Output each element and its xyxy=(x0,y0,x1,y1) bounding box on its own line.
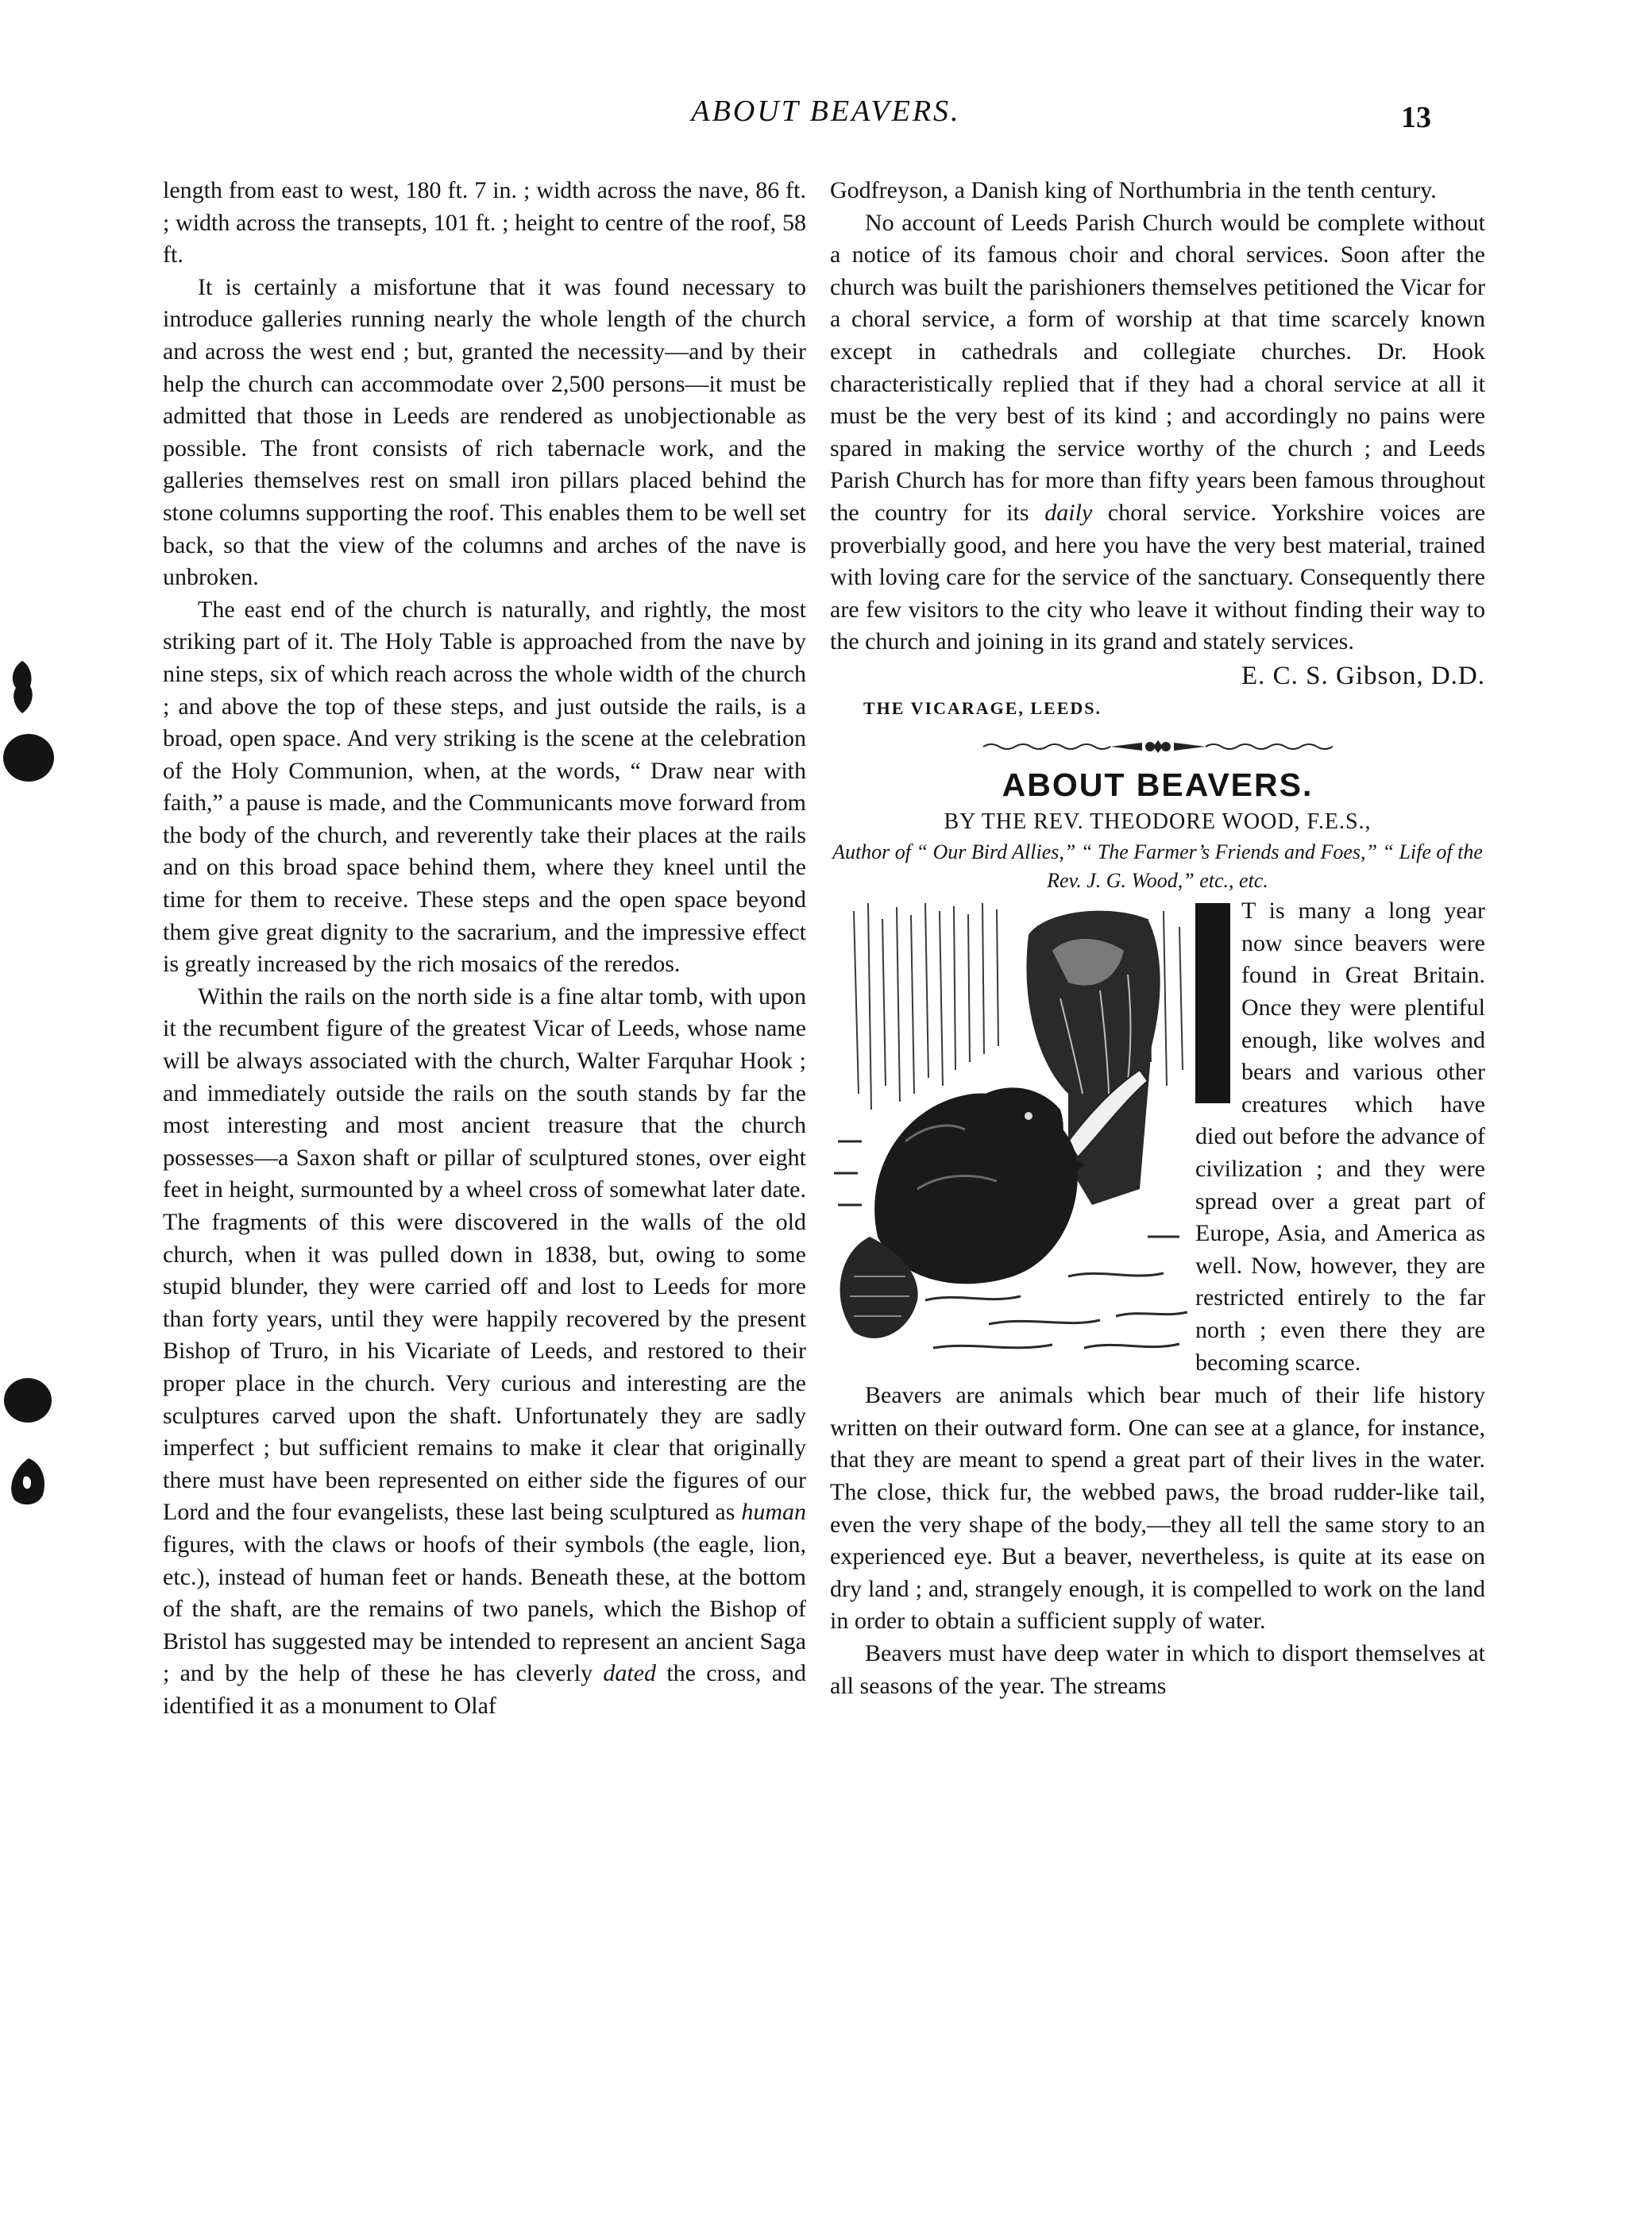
paragraph-outward-form: Beavers are animals which bear much of their life history written on their outward form. One can see at a glance, for instance, that they are meant to spend a great part of their lives in the water. The close, thick fur, the webbed paws, the broad rudder-like tail, even the very shape of the body,—they all tell the same story to an experienced eye. But a beaver, nevertheless, is quite at its ease on dry land ; and, strangely enough, it is compelled to work on the land in order to obtain a sufficient supply of water. xyxy=(830,1382,1485,1635)
paragraph-continuation: Godfreyson, a Danish king of Northumbria in the tenth century. xyxy=(830,177,1437,203)
paragraph-altar-tomb xyxy=(163,981,806,1723)
author-location: THE VICARAGE, LEEDS. xyxy=(863,697,1102,718)
author-credits: Author of “ Our Bird Allies,” “ The Farmer’s Friends and Foes,” “ Life of the Rev. J. G. Wood,” etc., etc. xyxy=(832,840,1483,893)
decorative-rule xyxy=(975,739,1341,755)
article-byline: BY THE REV. THEODORE WOOD, F.E.S., xyxy=(944,809,1372,834)
right-column xyxy=(830,175,1485,1702)
paragraph-east-end: The east end of the church is naturally, and rightly, the most striking part of it. The Holy Table is approached from the nave by nine steps, six of which reach across the whole width of the church ; and above the top of these steps, and just outside the rails, is a broad, open space. And very striking is the scene at the celebration of the Holy Communion, when, at the words, “ Draw near with faith,” a pause is made, and the Communicants move forward from the body of the church, and reverently take their places at the rails and on this broad space behind them, where they kneel until the time for them to receive. These steps and the open space beyond them give great dignity to the sacrarium, and the impressive effect is greatly increased by the rich mosaics of the reredos. xyxy=(163,596,806,978)
running-title: ABOUT BEAVERS. xyxy=(691,95,961,128)
paragraph-intro: T is many a long year now since beavers were found in Great Britain. Once they were plentiful enough, like wolves and bears and various other creatures which have died out before the advance of civilization ; and they were spread over a great part of Europe, Asia, and America as well. Now, however, they are restricted entirely to the far north ; even there they are becoming scarce. xyxy=(1195,898,1485,1376)
left-column xyxy=(163,175,806,1723)
italic-word: daily xyxy=(1044,499,1093,526)
paragraph-deep-water: Beavers must have deep water in which to disport themselves at all seasons of the year. The streams xyxy=(830,1640,1485,1699)
page-number: 13 xyxy=(1401,101,1431,134)
beaver-illustration xyxy=(830,903,1195,1380)
margin-ink-spot xyxy=(5,1455,51,1509)
drop-cap-letter xyxy=(1195,903,1196,904)
paragraph-text: the cross, and identified it as a monument to Olaf xyxy=(163,1660,807,1719)
drop-cap xyxy=(1195,903,1230,1103)
paragraph-galleries: It is certainly a misfortune that it was found necessary to introduce galleries running nearly the whole length of the church and across the west end ; but, granted the necessity—and by their help the church can accommodate over 2,500 persons—it must be admitted that those in Leeds are rendered as unobjectionable as possible. The front consists of rich tabernacle work, and the galleries themselves rest on small iron pillars placed behind the stone columns supporting the roof. This enables them to be well set back, so that the view of the columns and arches of the nave is unbroken. xyxy=(163,273,806,591)
paragraph-continuation: length from east to west, 180 ft. 7 in. ; width across the nave, 86 ft. ; width across the transepts, 101 ft. ; height to centre of the roof, 58 ft. xyxy=(163,177,806,268)
italic-word: human xyxy=(741,1499,806,1526)
paragraph-choir xyxy=(830,207,1485,658)
margin-ink-spot xyxy=(2,1374,54,1427)
paragraph-text: No account of Leeds Parish Church would be complete without a notice of its famous choir and choral services. Soon after the church was built the parishioners themselves petitioned the Vicar for a choral service, a form of worship at that time scarcely known except in cathedrals and collegiate churches. Dr. Hook characteristically replied that if they had a choral service at all it must be the very best of its kind ; and accordingly no pains were spared in making the service worthy of the church ; and Leeds Parish Church has for more than fifty years been famous throughout the country for its xyxy=(830,209,1485,526)
italic-word: dated xyxy=(603,1660,657,1687)
author-signature: E. C. S. Gibson, D.D. xyxy=(1241,661,1485,690)
margin-ink-spot xyxy=(0,729,57,786)
paragraph-text: Within the rails on the north side is a fine altar tomb, with upon it the recumbent figure of the greatest Vicar of Leeds, whose name will be always associated with the church, Walter Farquhar Hook ; and immediately outside the rails on the south stands by far the most interesting and most ancient treasure that the church possesses—a Saxon shaft or pillar of sculptured stones, over eight feet in height, surmounted by a wheel cross of somewhat later date. The fragments of this were discovered in the walls of the old church, when it was pulled down in 1838, but, owing to some stupid blunder, they were carried off and lost to Leeds for more than forty years, until they were happily recovered by the present Bishop of Truro, in his Vicariate of Leeds, and restored to their proper place in the church. Very curious and interesting are the sculptures carved upon the shaft. Unfortunately they are sadly imperfect ; but sufficient remains to make it clear that originally there must have been represented on either side the figures of our Lord and the four evangelists, these last being sculptured as xyxy=(163,983,806,1526)
paragraph-text: choral service. Yorkshire voices are proverbially good, and here you have the very best material, trained with loving care for the service of the sanctuary. Consequently there are few visitors to the city who leave it without finding their way to the church and joining in its grand and stately services. xyxy=(830,499,1486,655)
paragraph-text: figures, with the claws or hoofs of their symbols (the eagle, lion, etc.), instead of human feet or hands. Beneath these, at the bottom of the shaft, are the remains of two panels, which the Bishop of Bristol has suggested may be intended to represent an ancient Saga ; and by the help of these he has cleverly xyxy=(163,1531,806,1687)
margin-ink-spot xyxy=(6,659,38,715)
article-title: ABOUT BEAVERS. xyxy=(1002,766,1314,804)
